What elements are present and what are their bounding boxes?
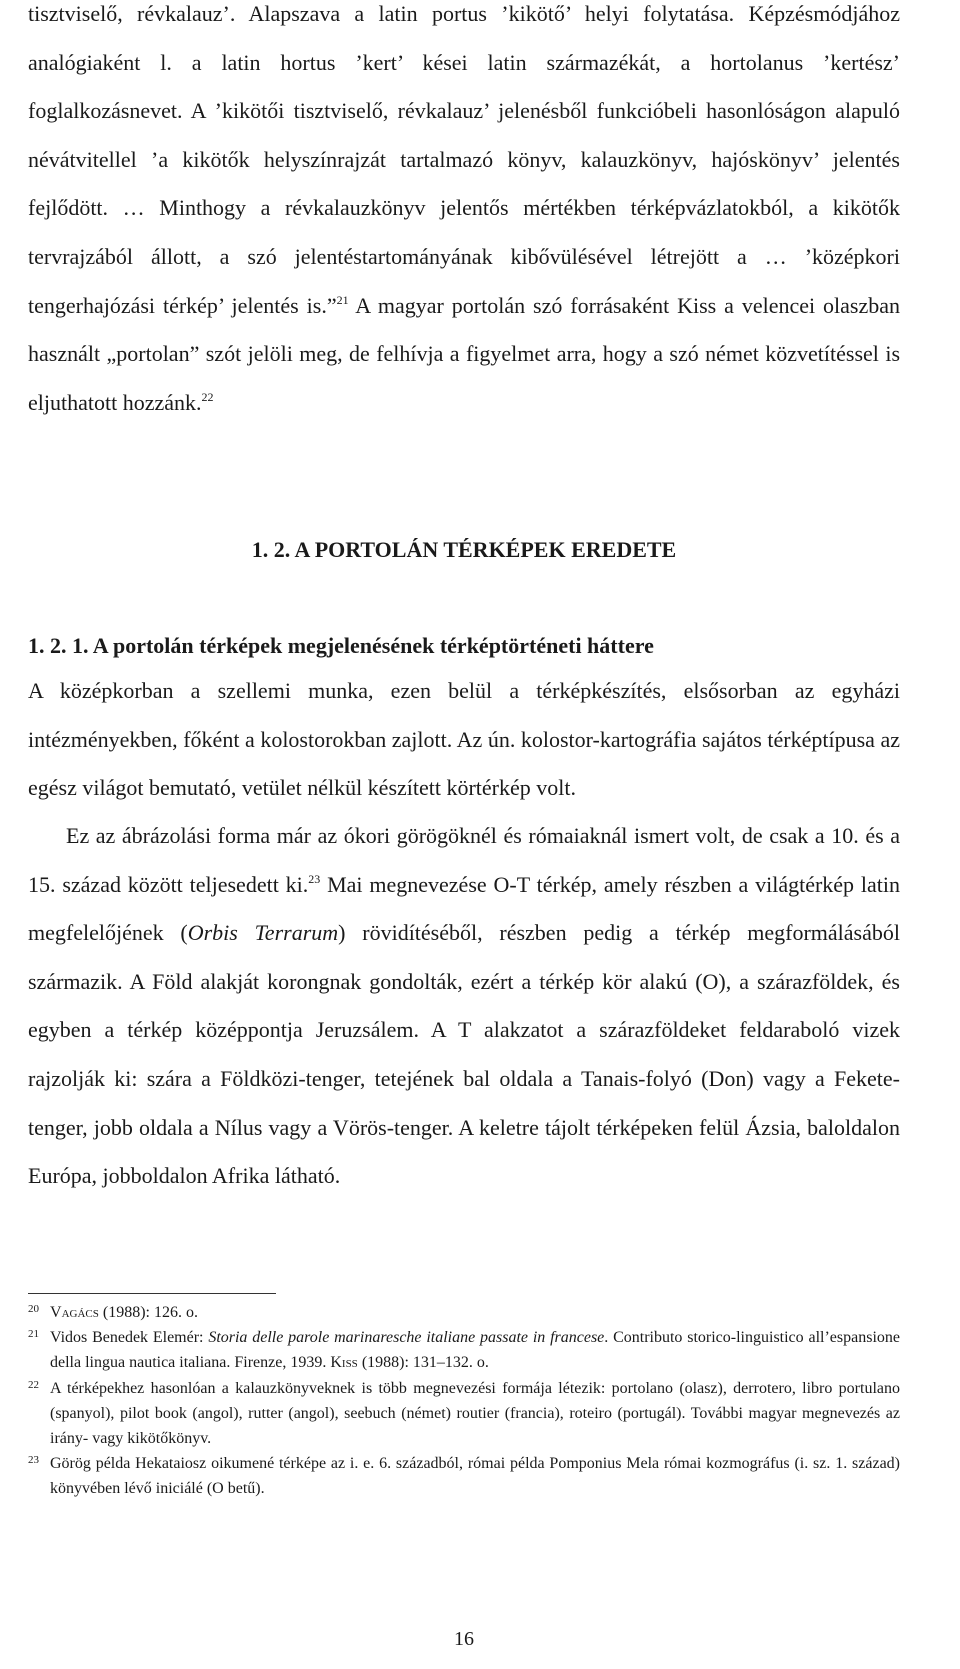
footnote-separator [28,1293,276,1294]
paragraph-text: A középkorban a szellemi munka, ezen belül a térképkészítés, elsősorban az egyházi intézményekben, főként a kolostorokban zajlott. Az ún. kolostor-kartográfia sajátos térképtípusa az egész világot bemutató, vetület nélkül készített körtérkép volt. [28,678,900,801]
footnote-22 [28,1376,900,1452]
footnote-text: Vidos Benedek Elemér: [50,1329,209,1347]
paragraph-text: tisztviselő, révkalauz’. Alapszava a latin portus ’kikötő’ helyi folytatása. Képzésmódjához analógiaként l. a latin hortus ’kert’ kései latin származékát, a hortolanus ’kertész’ foglalkozásnevet. A ’kikötői tisztviselő, révkalauz’ jelenésből funkcióbeli hasonlóságon alapuló névátvitellel ’a kikötők helyszínrajzát tartalmazó könyv, kalauzkönyv, hajóskönyv’ jelentés fejlődött. … Minthogy a révkalauzkönyv jelentős mértékben térképvázlatokból, a kikötők tervrajzából állott, a szó jelentéstartományának kibővülésével létrejött a … ’középkori tengerhajózási térkép’ jelentés is.” [28,1,900,318]
footnote-number: 21 [28,1328,39,1341]
footnote-text: Görög példa Hekataiosz oikumené térképe az i. e. 6. századból, római példa Pomponius Mela római kozmográfus (i. sz. 1. század) könyvében lévő iniciálé (O betű). [50,1455,900,1498]
footnote-23 [28,1451,900,1501]
footnote-ref-21[interactable]: 21 [336,292,349,307]
paragraph [28,667,900,813]
footnote-text: (1988): 126. o. [98,1304,198,1321]
paragraph-text: A magyar portolán szó forrásaként Kiss a velencei olaszban használt „portolan” szót jelöli meg, de felhívja a figyelmet arra, hogy a szó német közvetítéssel is eljuthatott hozzánk. [28,292,900,415]
paragraph-text: Mai megnevezése O-T térkép, amely részben a világtérkép latin megfelelőjének ( [28,871,900,946]
subsection-title: 1. 2. 1. A portolán térképek megjelenésének térképtörténeti háttere [28,633,654,658]
paragraph-continued [28,0,900,427]
footnote-text: . Contributo storico-linguistico all’espansione della lingua nautica italiana. Firenze, 1939. [50,1329,900,1372]
footnote-author-smallcaps: iss [341,1354,358,1372]
italic-term: Orbis Terrarum [187,920,339,946]
footnote-ref-22[interactable]: 22 [201,389,214,404]
footnote-text: A térképekhez hasonlóan a kalauzkönyveknek is több megnevezési formája létezik: portolano (olasz), derrotero, libro portulano (spanyol), pilot book (angol), rutter (angol), seebuch (német) routier (francia), roteiro (portugál). További magyar megnevezés az irány- vagy kikötőkönyv. [50,1379,900,1448]
footnote-21 [28,1325,900,1375]
footnote-ref-23[interactable]: 23 [308,871,321,886]
section-title: 1. 2. A PORTOLÁN TÉRKÉPEK EREDETE [251,537,677,562]
footnote-number: 20 [28,1303,39,1315]
footnote-book-title: Storia delle parole marinaresche italiane passate in francese [208,1329,605,1347]
footnote-20 [28,1300,900,1325]
paragraph-text: ) rövidítéséből, részben pedig a térkép megformálásából származik. A Föld alakját korongnak gondolták, ezért a térkép kör alakú (O), a szárazföldek, és egyben a térkép középpontja Jeruzsálem. A T alakzatot a szárazföldeket feldaraboló vizek rajzolják ki: szára a Földközi-tenger, tetejének bal oldala a Tanais-folyó (Don) vagy a Fekete-tenger, jobb oldala a Nílus vagy a Vörös-tenger. A keletre tájolt térképeken felül Ázsia, baloldalon Európa, jobboldalon Afrika látható. [28,920,900,1189]
page-number: 16 [454,1628,474,1650]
footnotes [28,1300,900,1502]
footnote-text: (1988): 131–132. o. [357,1354,489,1372]
footnote-number: 22 [28,1378,39,1391]
footnote-author: V [50,1304,62,1321]
footnote-number: 23 [28,1454,39,1467]
footnote-author-smallcaps: agács [61,1304,99,1321]
paragraph [28,812,900,1201]
footnote-author: K [330,1354,342,1372]
paragraph-text: Ez az ábrázolási forma már az ókori görögöknél és rómaiaknál ismert volt, de csak a 10. és a 15. század között teljesedett ki. [28,823,900,897]
